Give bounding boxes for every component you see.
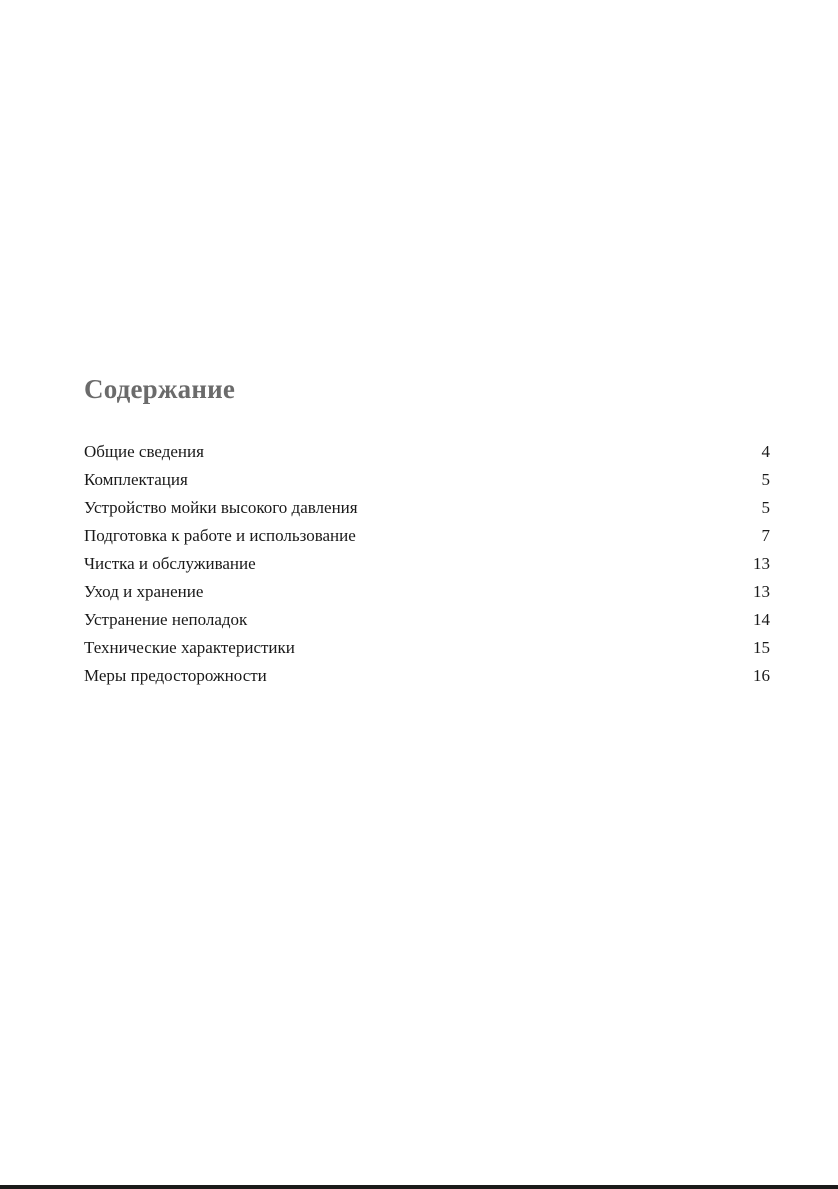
toc-entry-page: 16 — [753, 666, 770, 685]
toc-entry[interactable] — [84, 550, 770, 578]
toc-entry-label: Устройство мойки высокого давления — [84, 498, 358, 517]
toc-entry[interactable] — [84, 494, 770, 522]
toc-entry-label: Устранение неполадок — [84, 610, 248, 629]
toc-entry-page: 15 — [753, 638, 770, 657]
toc-entry-page: 7 — [761, 526, 770, 545]
toc-entry-page: 4 — [761, 442, 770, 461]
toc-entry-page: 13 — [753, 582, 770, 601]
toc-entry[interactable] — [84, 522, 770, 550]
toc-entry[interactable] — [84, 606, 770, 634]
toc-entry-label: Комплектация — [84, 470, 188, 489]
toc-entry-page: 5 — [761, 498, 770, 517]
toc-entry[interactable] — [84, 662, 770, 690]
toc-entry-label: Подготовка к работе и использование — [84, 526, 356, 545]
toc-entry-page: 14 — [753, 610, 770, 629]
toc-entry-label: Общие сведения — [84, 442, 204, 461]
toc-entry-label: Чистка и обслуживание — [84, 554, 256, 573]
toc-entry[interactable] — [84, 634, 770, 662]
toc-entry-page: 5 — [761, 470, 770, 489]
toc-entry[interactable] — [84, 578, 770, 606]
toc-entry[interactable] — [84, 438, 770, 466]
toc-entry[interactable] — [84, 466, 770, 494]
toc-entry-label: Технические характеристики — [84, 638, 295, 657]
toc-entry-label: Меры предосторожности — [84, 666, 267, 685]
toc-entry-page: 13 — [753, 554, 770, 573]
toc-entry-label: Уход и хранение — [84, 582, 204, 601]
page-bottom-rule — [0, 1185, 838, 1189]
table-of-contents — [84, 438, 770, 690]
toc-title: Содержание — [84, 374, 236, 404]
